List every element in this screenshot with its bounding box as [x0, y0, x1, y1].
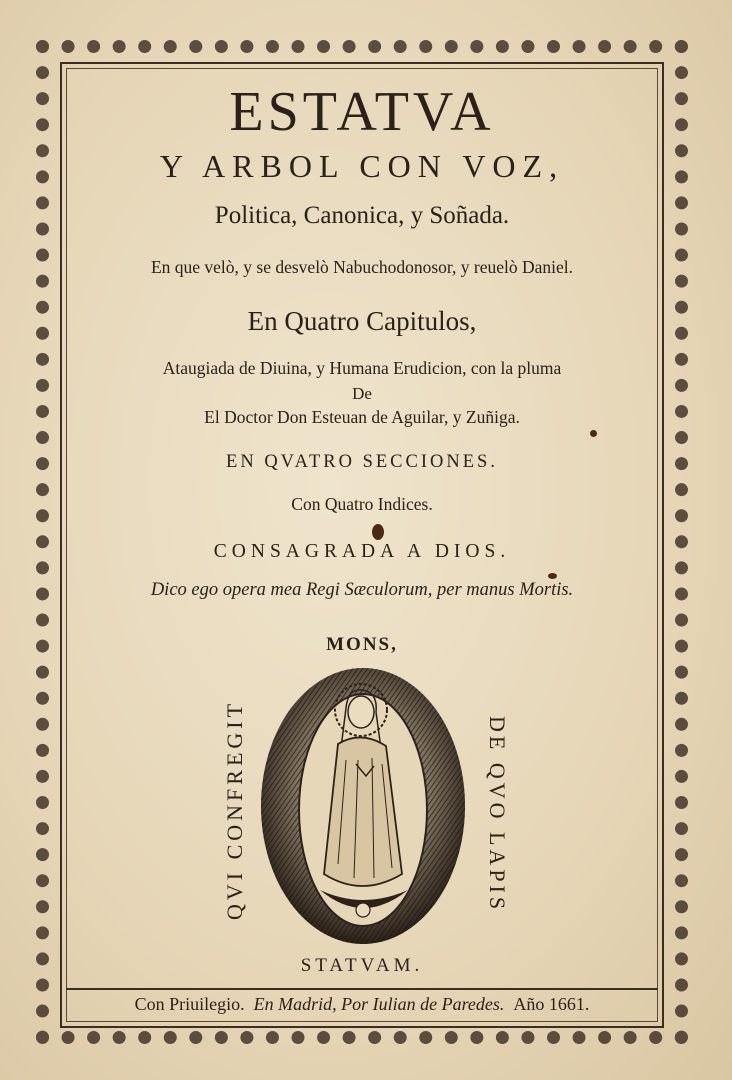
ink-stain	[590, 430, 597, 437]
subtitle-line-3: Politica, Canonica, y Soñada.	[214, 202, 510, 229]
motto-line: Dico ego opera mea Regi Sæculorum, per manus Mortis.	[150, 580, 574, 600]
right-vertical-inscription: DE QVO LAPIS	[485, 716, 510, 914]
statuam-line: STATVAM.	[300, 955, 424, 976]
book-title: ESTATVA	[229, 81, 495, 143]
privilege-text: Con Priuilegio.	[134, 994, 245, 1014]
year-text: Año 1661.	[513, 994, 590, 1014]
subtitle-line-4: En que velò, y se desvelò Nabuchodonosor, y reuelò Daniel.	[150, 257, 574, 277]
imprint-rule	[66, 988, 658, 990]
virgin-woodcut-image	[258, 664, 468, 948]
author-line: El Doctor Don Esteuan de Aguilar, y Zuñiga.	[204, 407, 520, 427]
imprint-line	[70, 994, 654, 1015]
indices-line: Con Quatro Indices.	[291, 494, 433, 514]
erudition-line: Ataugiada de Diuina, y Humana Erudicion, con la pluma	[162, 358, 562, 378]
mons-label: MONS,	[326, 634, 398, 655]
dedication-line: CONSAGRADA A DIOS.	[213, 541, 511, 562]
ink-stain	[372, 524, 384, 540]
de-line: De	[352, 384, 372, 403]
left-vertical-inscription: QVI CONFREGIT	[222, 699, 247, 921]
ink-stain	[548, 573, 557, 579]
sections-line: EN QVATRO SECCIONES.	[226, 452, 498, 472]
book-subtitle: Y ARBOL CON VOZ,	[159, 148, 565, 184]
place-text: En Madrid, Por Iulian de Paredes.	[253, 994, 505, 1014]
chapters-line: En Quatro Capitulos,	[247, 306, 477, 336]
